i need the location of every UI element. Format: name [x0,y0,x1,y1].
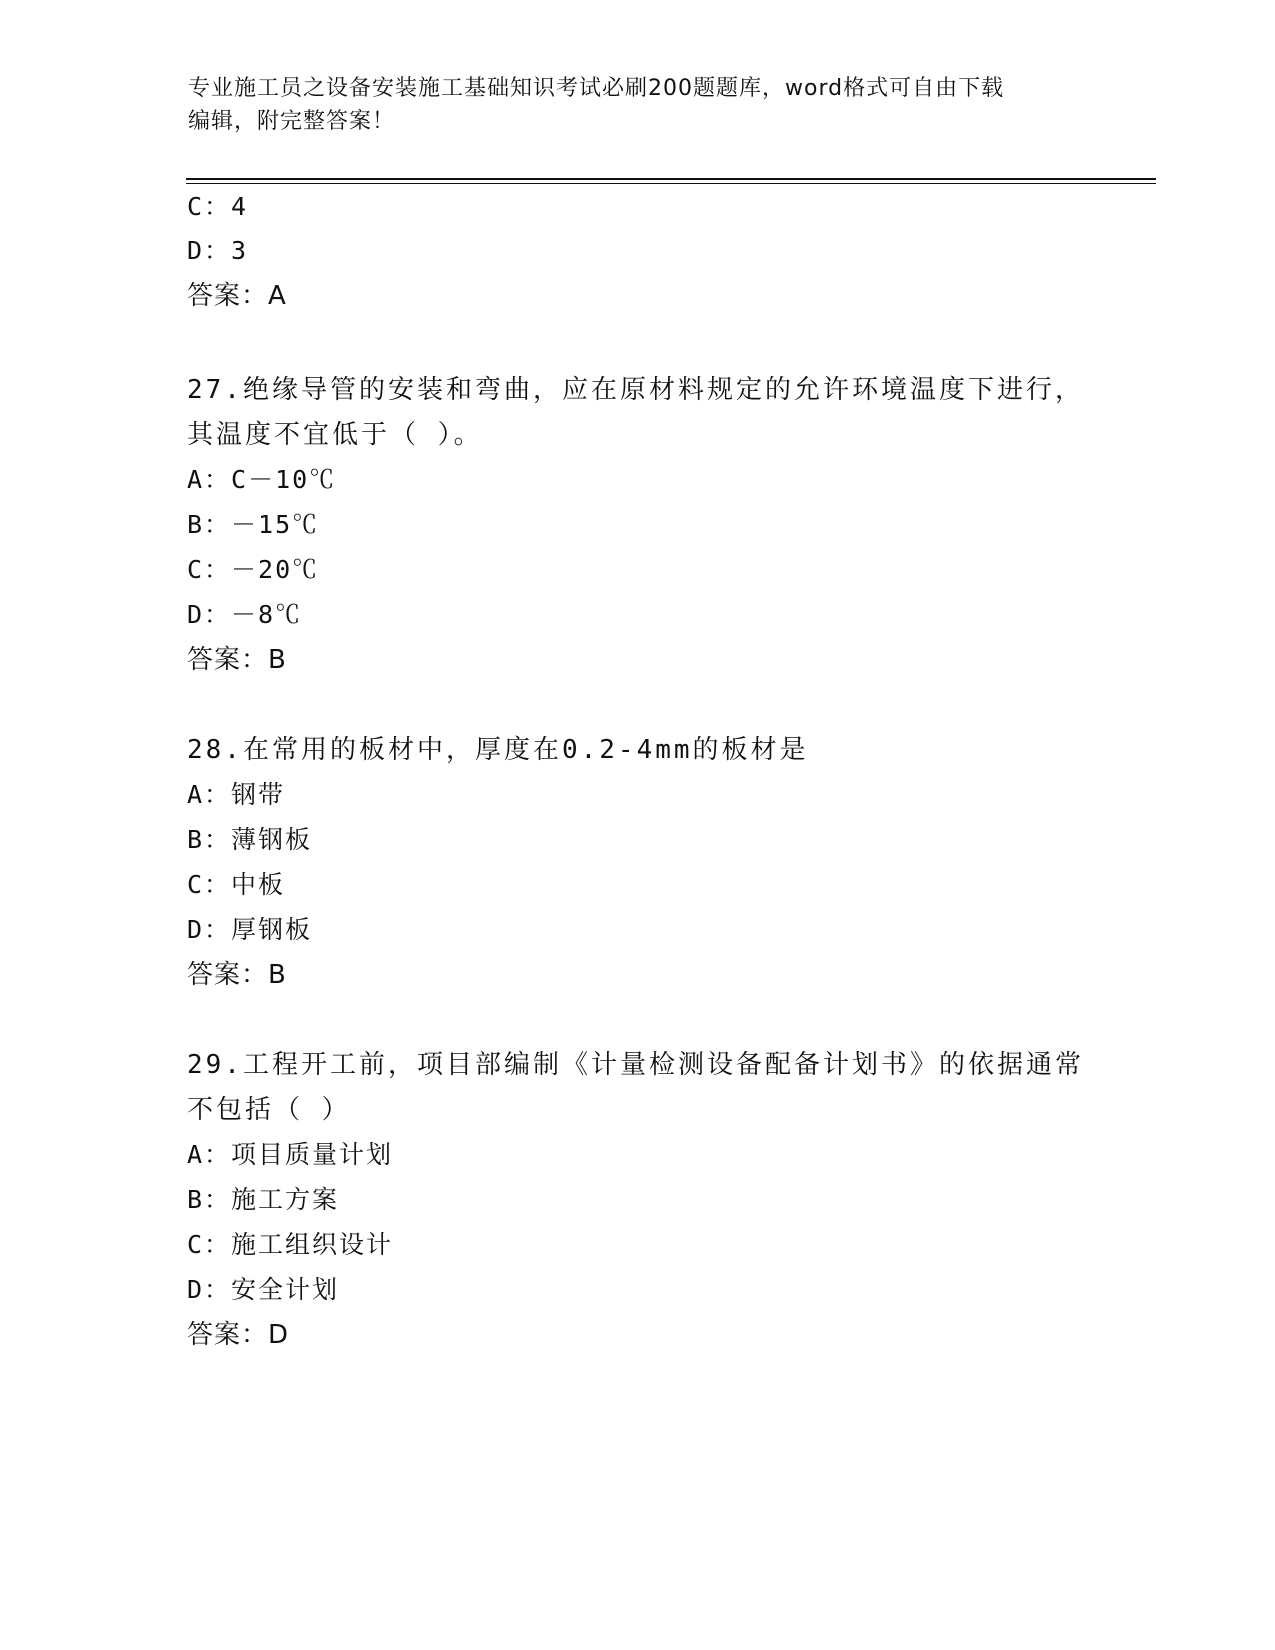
q27-text-line-1: 27.绝缘导管的安装和弯曲，应在原材料规定的允许环境温度下进行， [187,375,1084,405]
header-title-line-1: 专业施工员之设备安装施工基础知识考试必刷200题题库，word格式可自由下载 [188,76,1005,101]
q27-answer: 答案：B [187,645,287,675]
q27-option-b: B：－15℃ [187,510,320,539]
q28-answer: 答案：B [187,960,287,990]
q27-option-c: C：－20℃ [187,555,320,584]
prev-option-d: D：3 [187,236,249,265]
q28-option-c: C：中板 [187,870,286,899]
q29-option-a: A：项目质量计划 [187,1140,394,1169]
q28-option-d: D：厚钢板 [187,915,313,944]
header-divider-thick [186,178,1156,180]
q27-option-a: A：C－10℃ [187,465,337,494]
q28-option-a: A：钢带 [187,780,286,809]
header-divider-thin [186,183,1156,184]
q29-text-line-1: 29.工程开工前，项目部编制《计量检测设备配备计划书》的依据通常 [187,1050,1084,1080]
q29-option-b: B：施工方案 [187,1185,340,1214]
q29-option-d: D：安全计划 [187,1275,340,1304]
q28-option-b: B：薄钢板 [187,825,313,854]
q29-option-c: C：施工组织设计 [187,1230,394,1259]
document-header [188,72,1078,138]
prev-option-c: C：4 [187,192,249,221]
prev-answer: 答案：A [187,281,287,311]
q29-answer: 答案：D [187,1320,290,1350]
q29-text-line-2: 不包括（ ） [187,1095,351,1125]
q28-text-line-1: 28.在常用的板材中，厚度在0.2-4mm的板材是 [187,735,809,765]
header-title-line-2: 编辑，附完整答案！ [188,109,396,134]
q27-text-line-2: 其温度不宜低于（ ）。 [187,420,483,450]
q27-option-d: D：－8℃ [187,600,303,629]
